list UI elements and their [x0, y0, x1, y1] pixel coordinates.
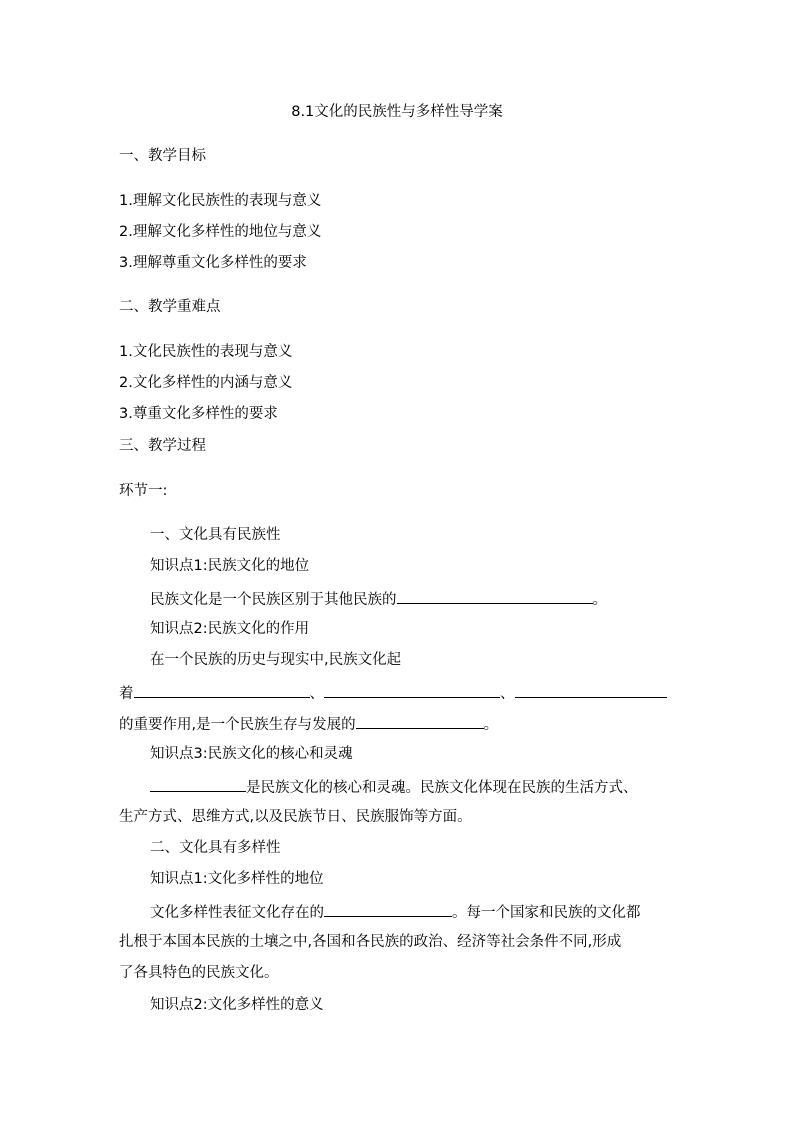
- sentence-text: 扎根于本国本民族的土壤之中,各国和各民族的政治、经济等社会条件不同,形成: [119, 934, 622, 950]
- subsection-heading-diversity: 二、文化具有多样性: [150, 840, 281, 856]
- sentence-text: 民族文化是一个民族区别于其他民族的: [150, 592, 397, 608]
- sentence-text: 了各具特色的民族文化。: [119, 965, 279, 981]
- key-point-item: 3.尊重文化多样性的要求: [119, 406, 278, 422]
- objective-item: 2.理解文化多样性的地位与意义: [119, 224, 322, 240]
- document-title: 8.1文化的民族性与多样性导学案: [291, 104, 503, 120]
- objective-item: 3.理解尊重文化多样性的要求: [119, 255, 307, 271]
- sentence-text: 着: [119, 686, 134, 702]
- separator-text: 、: [500, 686, 515, 702]
- fill-in-sentence: [119, 713, 498, 733]
- answer-blank[interactable]: [324, 682, 500, 698]
- fill-in-sentence: [150, 901, 641, 921]
- sentence-text: 在一个民族的历史与现实中,民族文化起: [150, 652, 402, 668]
- subsection-heading-ethnicity: 一、文化具有民族性: [150, 527, 281, 543]
- answer-blank[interactable]: [397, 588, 593, 604]
- sentence-text: 。: [483, 717, 499, 733]
- section-heading-process: 三、教学过程: [119, 438, 206, 454]
- separator-text: 、: [309, 686, 324, 702]
- sentence-text: 是民族文化的核心和灵魂。民族文化体现在民族的生活方式、: [246, 780, 638, 796]
- knowledge-point-label: 知识点3:民族文化的核心和灵魂: [150, 746, 353, 762]
- knowledge-point-label: 知识点2:民族文化的作用: [150, 621, 310, 637]
- section-heading-key-points: 二、教学重难点: [119, 299, 221, 315]
- sentence-text: 文化多样性表征文化存在的: [150, 905, 324, 921]
- fill-in-sentence: [150, 588, 607, 608]
- knowledge-point-label: 知识点1:民族文化的地位: [150, 558, 310, 574]
- sentence-text: 生产方式、思维方式,以及民族节日、民族服饰等方面。: [119, 809, 472, 825]
- answer-blank[interactable]: [515, 682, 667, 698]
- key-point-item: 1.文化民族性的表现与意义: [119, 344, 293, 360]
- answer-blank[interactable]: [324, 901, 452, 917]
- answer-blank[interactable]: [150, 776, 246, 792]
- sentence-text: 的重要作用,是一个民族生存与发展的: [119, 717, 356, 733]
- fill-in-sentence: [150, 776, 638, 796]
- stage-label: 环节一:: [119, 483, 168, 499]
- sentence-text: 。每一个国家和民族的文化都: [452, 905, 641, 921]
- section-heading-objectives: 一、教学目标: [119, 148, 206, 164]
- answer-blank[interactable]: [356, 713, 484, 729]
- objective-item: 1.理解文化民族性的表现与意义: [119, 193, 322, 209]
- answer-blank[interactable]: [134, 682, 310, 698]
- sentence-text: 。: [592, 592, 607, 608]
- fill-in-sentence: [119, 682, 667, 702]
- key-point-item: 2.文化多样性的内涵与意义: [119, 375, 293, 391]
- knowledge-point-label: 知识点2:文化多样性的意义: [150, 997, 324, 1013]
- knowledge-point-label: 知识点1:文化多样性的地位: [150, 871, 324, 887]
